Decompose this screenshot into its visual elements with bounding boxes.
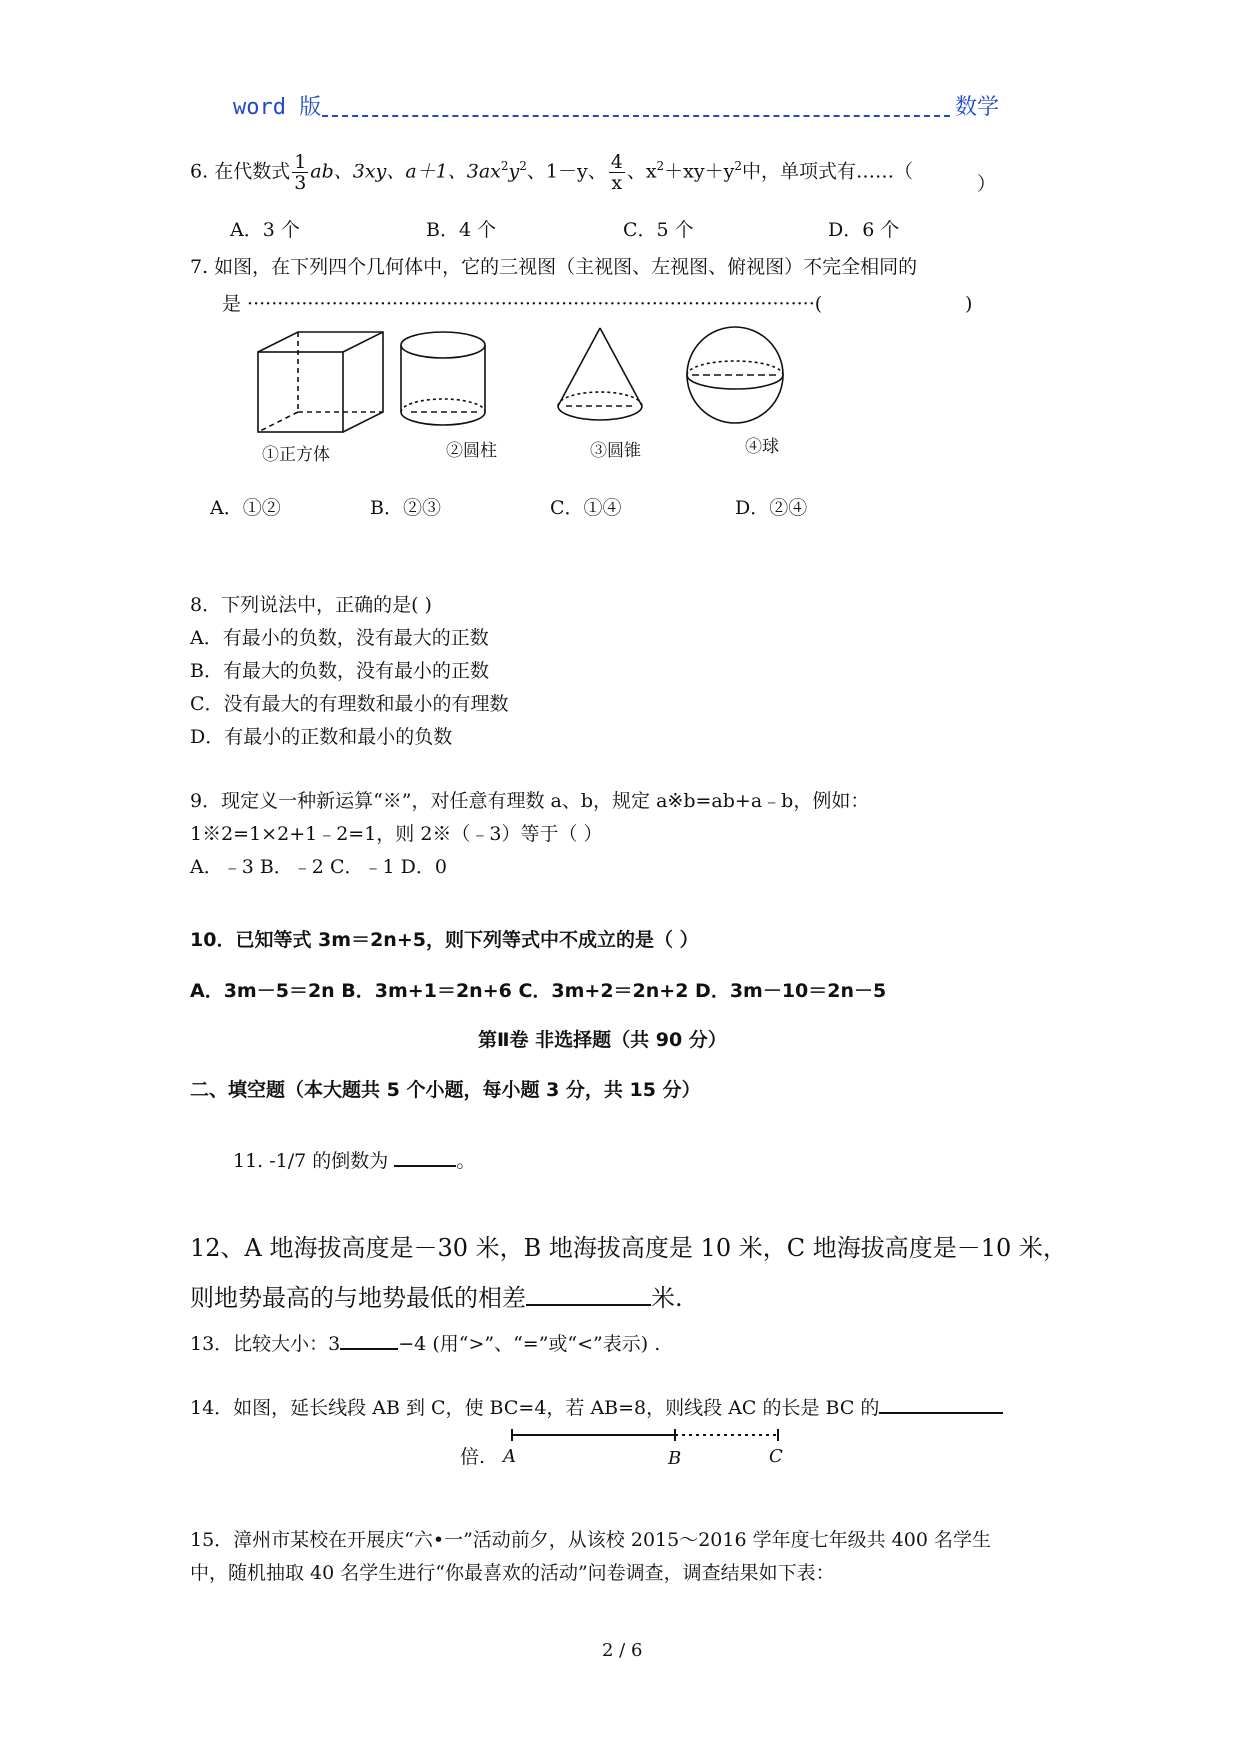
question-7-close: ) <box>965 293 973 315</box>
point-c-label: C <box>769 1446 783 1467</box>
question-11: 11. -1/7 的倒数为 。 <box>233 1150 476 1172</box>
question-14-suffix: 倍. <box>460 1446 486 1468</box>
question-8-stem: 8．下列说法中，正确的是( ) <box>190 594 432 616</box>
question-7-line2: 是 ······························································································( <box>222 293 823 315</box>
q7-option-d: D．②④ <box>735 497 808 519</box>
question-15-line1: 15．漳州市某校在开展庆“六•一”活动前夕，从该校 2015～2016 学年度七年级共 400 名学生 <box>190 1529 991 1551</box>
question-14: 14．如图，延长线段 AB 到 C，使 BC=4，若 AB=8，则线段 AC 的长是 BC 的 <box>190 1396 1003 1420</box>
q6-option-a: A．3 个 <box>230 219 300 241</box>
segment-figure <box>500 1425 800 1475</box>
question-15-line2: 中，随机抽取 40 名学生进行“你最喜欢的活动”问卷调查，调查结果如下表： <box>190 1562 835 1584</box>
q7-option-b: B．②③ <box>370 497 441 519</box>
point-a-label: A <box>503 1446 516 1467</box>
header-left: word 版 <box>233 95 322 120</box>
q8-option-a: A．有最小的负数，没有最大的正数 <box>190 627 489 649</box>
header-right: 数学 <box>955 95 1000 120</box>
point-b-label: B <box>668 1448 682 1469</box>
question-7-line1: 7. 如图，在下列四个几何体中，它的三视图（主视图、左视图、俯视图）不完全相同的 <box>190 256 918 278</box>
section-2-title: 二、填空题（本大题共 5 个小题，每小题 3 分，共 15 分） <box>190 1079 701 1101</box>
q8-option-c: C．没有最大的有理数和最小的有理数 <box>190 693 509 715</box>
label-cylinder: ②圆柱 <box>446 441 497 461</box>
q7-option-a: A．①② <box>210 497 281 519</box>
fraction-one-third: $\frac{1}{3}$ <box>294 151 307 194</box>
question-12-line2: 则地势最高的与地势最低的相差 米. <box>190 1284 683 1312</box>
q7-option-c: C．①④ <box>550 497 622 519</box>
question-10-options: A．3m－5＝2n B．3m+1＝2n+6 C．3m+2＝2n+2 D．3m－10＝2n－5 <box>190 980 887 1002</box>
sphere-shape <box>687 327 783 423</box>
question-6-stem: 6. 在代数式 $\frac{1}{3}$ ab、3xy、a＋1、$3ax^2y^2$、1－y、 $\frac{4}{x}$ 、$x^2+xy+y^2$中，单项式有……（ <box>190 151 914 194</box>
label-cube: ①正方体 <box>262 445 330 465</box>
cylinder-shape <box>401 332 485 425</box>
question-9-options: A．﹣3 B．﹣2 C．﹣1 D．0 <box>190 856 447 878</box>
q8-option-b: B．有最大的负数，没有最小的正数 <box>190 660 489 682</box>
question-12-line1: 12、A 地海拔高度是－30 米，B 地海拔高度是 10 米，C 地海拔高度是－10 米， <box>190 1234 1067 1262</box>
answer-blank-11 <box>394 1165 456 1167</box>
question-10-stem: 10．已知等式 3m＝2n+5，则下列等式中不成立的是（ ） <box>190 929 699 951</box>
label-cone: ③圆锥 <box>590 441 641 461</box>
label-sphere: ④球 <box>745 437 779 457</box>
q8-option-d: D．有最小的正数和最小的负数 <box>190 726 453 748</box>
cube-shape <box>258 332 383 432</box>
answer-blank-14 <box>879 1412 1003 1414</box>
answer-blank-12 <box>526 1304 651 1306</box>
q6-option-d: D．6 个 <box>828 219 900 241</box>
question-13: 13．比较大小：3 −4 (用“>”、“=”或“<”表示) . <box>190 1333 661 1355</box>
question-9-line1: 9．现定义一种新运算“※”，对任意有理数 a、b，规定 a※b=ab+a﹣b，例如： <box>190 790 870 812</box>
q6-option-c: C．5 个 <box>623 219 694 241</box>
page-number: 2 / 6 <box>602 1640 643 1661</box>
question-6-close: ） <box>977 173 997 195</box>
cone-shape <box>558 328 642 420</box>
header-divider <box>322 115 950 117</box>
question-9-line2: 1※2=1×2+1﹣2=1，则 2※（﹣3）等于（ ） <box>190 823 603 845</box>
part-2-title: 第Ⅱ卷 非选择题（共 90 分） <box>478 1029 727 1051</box>
q6-option-b: B．4 个 <box>426 219 497 241</box>
answer-blank-13 <box>340 1348 398 1350</box>
fraction-four-over-x: $\frac{4}{x}$ <box>610 151 623 194</box>
